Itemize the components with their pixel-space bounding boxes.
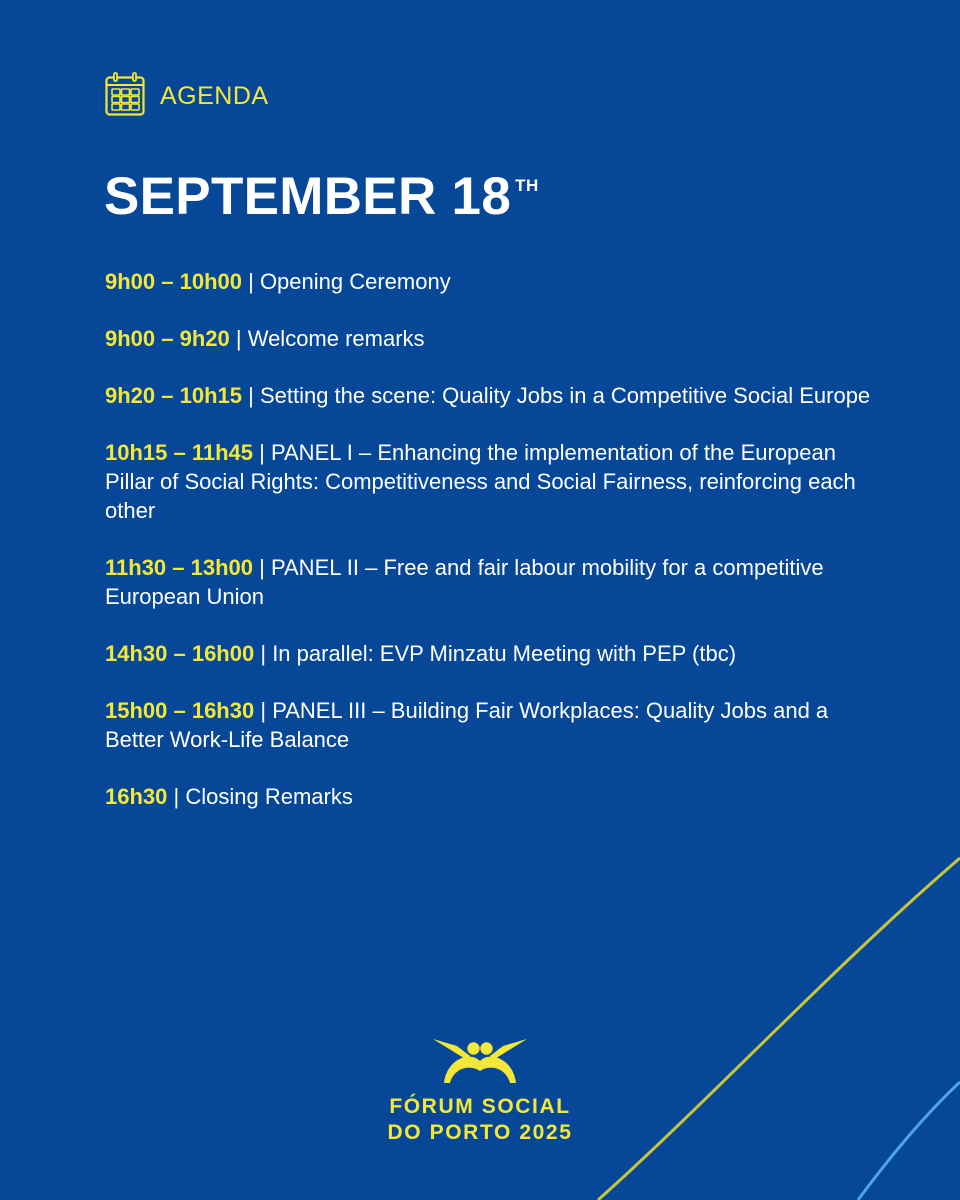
- agenda-header: [105, 72, 269, 116]
- forum-logo-icon: [430, 1038, 530, 1084]
- agenda-separator: |: [254, 698, 273, 723]
- agenda-separator: |: [167, 784, 186, 809]
- agenda-title: PANEL II – Free and fair labour mobility for a competitive European Union: [105, 555, 824, 609]
- agenda-separator: |: [229, 326, 248, 351]
- agenda-title: PANEL I – Enhancing the implementation of the European Pillar of Social Rights: Competitiveness and Social Fairness, reinforcing each other: [105, 440, 856, 523]
- agenda-time: 9h00 – 9h20: [105, 326, 230, 351]
- agenda-title: Setting the scene: Quality Jobs in a Competitive Social Europe: [259, 383, 871, 408]
- agenda-title: Closing Remarks: [185, 784, 353, 809]
- agenda-item: [105, 696, 875, 754]
- agenda-item: [105, 381, 875, 410]
- agenda-label: AGENDA: [160, 81, 269, 110]
- agenda-title: Opening Ceremony: [259, 269, 451, 294]
- title-date: SEPTEMBER 18: [104, 167, 512, 226]
- yellow-curve-line: [598, 858, 960, 1200]
- blue-curve-line: [858, 1082, 960, 1200]
- logo-text-line-1: FÓRUM SOCIAL: [389, 1095, 571, 1118]
- agenda-list: [105, 267, 875, 839]
- agenda-item: [105, 639, 875, 668]
- agenda-separator: |: [253, 555, 271, 580]
- page-title: [104, 168, 539, 226]
- agenda-time: 16h30: [105, 784, 168, 809]
- agenda-item: [105, 267, 875, 296]
- agenda-title: In parallel: EVP Minzatu Meeting with PEP (tbc): [272, 641, 737, 666]
- title-ordinal-suffix: TH: [515, 176, 539, 195]
- logo-text-line-2: DO PORTO 2025: [387, 1121, 573, 1144]
- agenda-time: 9h20 – 10h15: [105, 383, 242, 408]
- agenda-separator: |: [241, 269, 260, 294]
- agenda-separator: |: [241, 383, 260, 408]
- agenda-separator: |: [253, 440, 271, 465]
- agenda-item: [105, 553, 875, 611]
- agenda-title: Welcome remarks: [247, 326, 425, 351]
- agenda-time: 11h30 – 13h00: [105, 555, 254, 580]
- agenda-separator: |: [254, 641, 273, 666]
- agenda-time: 14h30 – 16h00: [105, 641, 255, 666]
- agenda-item: [105, 782, 875, 811]
- agenda-item: [105, 438, 875, 525]
- calendar-icon: [105, 72, 145, 116]
- agenda-time: 10h15 – 11h45: [105, 440, 254, 465]
- agenda-item: [105, 324, 875, 353]
- agenda-time: 9h00 – 10h00: [105, 269, 242, 294]
- agenda-time: 15h00 – 16h30: [105, 698, 255, 723]
- forum-logo: [330, 1038, 630, 1146]
- agenda-title: PANEL III – Building Fair Workplaces: Quality Jobs and a Better Work-Life Balance: [105, 698, 829, 752]
